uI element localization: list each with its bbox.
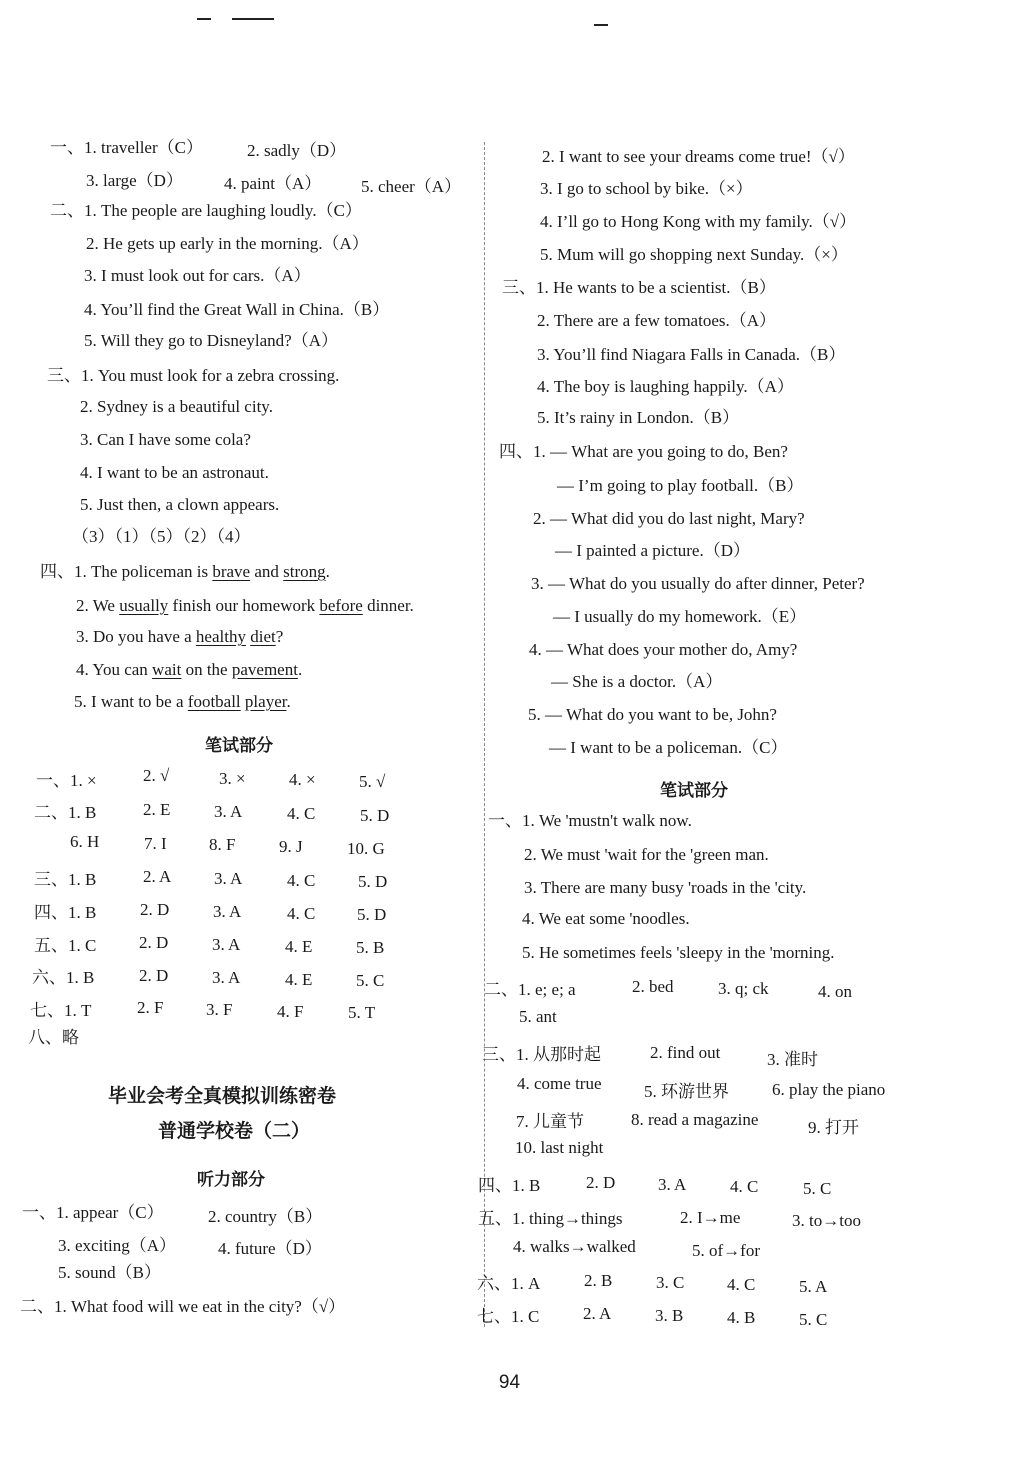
grid-cell: 2. D — [139, 966, 169, 985]
grid-cell: 2. B — [584, 1271, 613, 1290]
text: 4. You can — [76, 660, 153, 679]
top-mark-1 — [197, 18, 211, 20]
grid-cell: 2. A — [583, 1304, 612, 1323]
grid-cell: 3. A — [212, 935, 241, 954]
grid-cell: 3. 准时 — [767, 1050, 818, 1069]
written-heading-left: 笔试部分 — [205, 736, 273, 756]
answer-lc: 5. sound（B） — [58, 1263, 161, 1282]
answer-r02: 3. I go to school by bike.（×） — [540, 179, 753, 198]
grid-cell: 三、1. B — [34, 870, 97, 889]
grid-cell: 5. D — [360, 806, 390, 825]
underlined-word: pavement — [231, 660, 298, 679]
answer-r07: 3. You’ll find Niagara Falls in Canada.（B） — [537, 345, 846, 364]
answer-l02a: 3. large（D） — [86, 171, 183, 190]
grid-cell: 一、1. × — [36, 771, 97, 790]
exam-subtitle: 普通学校卷（二） — [158, 1120, 311, 1142]
grid-cell: 7. 儿童节 — [516, 1112, 584, 1131]
underlined-word: brave — [212, 562, 251, 581]
grid-cell: 5. T — [348, 1003, 376, 1022]
grid-cell: 2. E — [143, 800, 171, 819]
underlined-word: usually — [119, 596, 169, 615]
grid-cell: 3. A — [214, 869, 243, 888]
page-number: 94 — [498, 1372, 521, 1393]
grid-cell: 2. find out — [650, 1043, 721, 1062]
grid-cell: 2. D — [140, 900, 170, 919]
answer-s4-1 — [40, 562, 330, 582]
underlined-word: diet — [250, 627, 276, 646]
answer-l03: 二、1. The people are laughing loudly.（C） — [50, 201, 362, 220]
grid-cell: 4. on — [818, 982, 852, 1001]
grid-cell: 五、1. C — [34, 936, 97, 955]
answer-lb-a: 3. exciting（A） — [58, 1236, 177, 1255]
grid-cell: 2. A — [143, 867, 172, 886]
answer-s4-5 — [74, 692, 291, 712]
grid-cell: 4. come true — [517, 1074, 602, 1093]
answer-r16: 4. — What does your mother do, Amy? — [529, 640, 798, 659]
answer-r11: — I’m going to play football.（B） — [557, 476, 804, 495]
grid-cell: 2. F — [137, 998, 164, 1017]
grid-cell: 8. F — [209, 835, 236, 854]
grid-cell: 5. B — [356, 938, 385, 957]
grid-cell: 3. q; ck — [718, 979, 769, 998]
grid-cell: 六、1. A — [477, 1274, 541, 1293]
grid-cell: 8. read a magazine — [631, 1110, 759, 1129]
answer-l08: 三、1. You must look for a zebra crossing. — [47, 366, 340, 385]
answer-r04: 5. Mum will go shopping next Sunday.（×） — [540, 245, 848, 264]
answer-l13: （3）（1）（5）（2）（4） — [72, 527, 251, 546]
grid-cell: 5. C — [799, 1310, 828, 1329]
answer-l02c: 5. cheer（A） — [361, 177, 462, 196]
text: dinner. — [362, 596, 414, 615]
underlined-word: wait — [152, 660, 182, 679]
underlined-word: football — [187, 692, 241, 711]
underlined-word: healthy — [195, 627, 246, 646]
grid-cell: 5. D — [358, 872, 388, 891]
answer-r17: — She is a doctor.（A） — [551, 672, 723, 691]
grid-cell: 3. × — [219, 769, 246, 788]
grid-cell: 2. √ — [143, 766, 170, 785]
answer-l01a: 一、1. traveller（C） — [50, 138, 203, 157]
answer-l07: 5. Will they go to Disneyland?（A） — [84, 331, 338, 350]
answer-w3: 3. There are many busy 'roads in the 'city. — [524, 878, 807, 897]
underlined-word: strong — [283, 562, 326, 581]
answer-ld: 二、1. What food will we eat in the city?（√） — [20, 1297, 346, 1316]
top-mark-2 — [232, 18, 274, 20]
answer-r15: — I usually do my homework.（E） — [553, 607, 807, 626]
text: 2. We — [76, 596, 120, 615]
grid-cell: 四、1. B — [478, 1176, 541, 1195]
answer-l02b: 4. paint（A） — [224, 174, 322, 193]
grid-cell: 3. A — [658, 1175, 687, 1194]
grid-cell: 七、1. T — [30, 1001, 92, 1020]
grid-cell: 五、1. thing→things — [478, 1209, 623, 1228]
grid-cell: 3. A — [214, 802, 243, 821]
grid-cell: 6. play the piano — [772, 1080, 886, 1099]
underlined-word: player — [244, 692, 287, 711]
answer-l05: 3. I must look out for cars.（A） — [84, 266, 311, 285]
answer-y4: 10. last night — [515, 1138, 604, 1157]
answer-l09: 2. Sydney is a beautiful city. — [80, 397, 273, 416]
grid-cell: 七、1. C — [477, 1307, 540, 1326]
grid-cell: 9. 打开 — [808, 1118, 859, 1137]
underlined-word: before — [319, 596, 363, 615]
grid-cell: 4. C — [727, 1275, 756, 1294]
answer-r05: 三、1. He wants to be a scientist.（B） — [502, 278, 776, 297]
answer-s4-2 — [76, 596, 414, 616]
grid-cell: 10. G — [347, 839, 385, 858]
grid-cell: 2. bed — [632, 977, 674, 996]
grid-cell: 5. of→for — [692, 1241, 760, 1260]
top-mark-3 — [594, 24, 608, 26]
answer-l12: 5. Just then, a clown appears. — [80, 495, 280, 514]
grid-cell: 六、1. B — [32, 968, 95, 987]
exam-title: 毕业会考全真模拟训练密卷 — [108, 1085, 337, 1107]
grid-cell: 3. C — [656, 1273, 685, 1292]
answer-w1: 一、1. We 'mustn't walk now. — [488, 811, 692, 830]
text: ? — [275, 627, 284, 646]
grid-cell: 3. B — [655, 1306, 684, 1325]
grid-cell: 4. × — [289, 770, 316, 789]
grid-cell: 二、1. B — [34, 803, 97, 822]
grid-cell: 4. E — [285, 970, 313, 989]
answer-r10: 四、1. — What are you going to do, Ben? — [499, 442, 788, 461]
grid-cell: 四、1. B — [34, 903, 97, 922]
grid-cell: 3. A — [213, 902, 242, 921]
grid-cell: 5. C — [356, 971, 385, 990]
grid-cell: 2. D — [586, 1173, 616, 1192]
answer-r06: 2. There are a few tomatoes.（A） — [537, 311, 777, 330]
answer-r09: 5. It’s rainy in London.（B） — [537, 408, 740, 427]
grid-cell: 5. A — [799, 1277, 828, 1296]
answer-la-a: 一、1. appear（C） — [22, 1203, 164, 1222]
answer-la-b: 2. country（B） — [208, 1207, 323, 1226]
answer-r03: 4. I’ll go to Hong Kong with my family.（√） — [540, 212, 857, 231]
text: . — [286, 692, 291, 711]
answer-r18: 5. — What do you want to be, John? — [528, 705, 777, 724]
answer-r08: 4. The boy is laughing happily.（A） — [537, 377, 794, 396]
grid-cell: 4. C — [730, 1177, 759, 1196]
grid-cell: 4. C — [287, 904, 316, 923]
grid-cell: 4. E — [285, 937, 313, 956]
grid-cell: 4. C — [287, 871, 316, 890]
grid-cell: 3. F — [206, 1000, 233, 1019]
text: . — [325, 562, 330, 581]
answer-r19: — I want to be a policeman.（C） — [549, 738, 788, 757]
answer-w5: 5. He sometimes feels 'sleepy in the 'morning. — [522, 943, 835, 962]
answer-g8: 八、略 — [28, 1028, 79, 1047]
column-divider — [484, 142, 485, 1327]
grid-cell: 4. B — [727, 1308, 756, 1327]
grid-cell: 5. C — [803, 1179, 832, 1198]
answer-r13: — I painted a picture.（D） — [555, 541, 750, 560]
grid-cell: 7. I — [144, 834, 167, 853]
written-heading-right: 笔试部分 — [660, 781, 728, 801]
grid-cell: 2. I→me — [680, 1208, 741, 1227]
answer-l01b: 2. sadly（D） — [247, 141, 347, 160]
answer-l11: 4. I want to be an astronaut. — [80, 463, 269, 482]
answer-x2: 5. ant — [519, 1007, 557, 1026]
text: on the — [181, 660, 232, 679]
grid-cell: 6. H — [70, 832, 100, 851]
answer-r12: 2. — What did you do last night, Mary? — [533, 509, 805, 528]
text: . — [297, 660, 303, 679]
grid-cell: 9. J — [279, 837, 303, 856]
answer-l06: 4. You’ll find the Great Wall in China.（B） — [84, 300, 390, 319]
grid-cell: 4. walks→walked — [513, 1237, 636, 1256]
grid-cell: 5. D — [357, 905, 387, 924]
grid-cell: 4. F — [277, 1002, 304, 1021]
grid-cell: 三、1. 从那时起 — [482, 1045, 601, 1064]
answer-r14: 3. — What do you usually do after dinner, Peter? — [531, 574, 865, 593]
grid-cell: 3. A — [212, 968, 241, 987]
text: finish our homework — [168, 596, 320, 615]
answer-s4-3 — [76, 627, 283, 647]
text: and — [250, 562, 284, 581]
grid-cell: 4. C — [287, 804, 316, 823]
answer-lb-b: 4. future（D） — [218, 1239, 322, 1258]
grid-cell: 5. √ — [359, 772, 386, 791]
answer-l10: 3. Can I have some cola? — [80, 430, 251, 449]
text: 5. I want to be a — [74, 692, 188, 711]
answer-w2: 2. We must 'wait for the 'green man. — [524, 845, 769, 864]
text: 3. Do you have a — [76, 627, 196, 646]
grid-cell: 2. D — [139, 933, 169, 952]
answer-r01: 2. I want to see your dreams come true!（√） — [542, 147, 855, 166]
answer-l04: 2. He gets up early in the morning.（A） — [86, 234, 369, 253]
listening-heading: 听力部分 — [197, 1170, 265, 1190]
grid-cell: 5. 环游世界 — [644, 1082, 729, 1101]
grid-cell: 3. to→too — [792, 1211, 861, 1230]
grid-cell: 二、1. e; e; a — [484, 980, 576, 999]
text: 四、1. The policeman is — [40, 562, 213, 581]
answer-w4: 4. We eat some 'noodles. — [522, 909, 690, 928]
answer-s4-4 — [76, 660, 302, 680]
